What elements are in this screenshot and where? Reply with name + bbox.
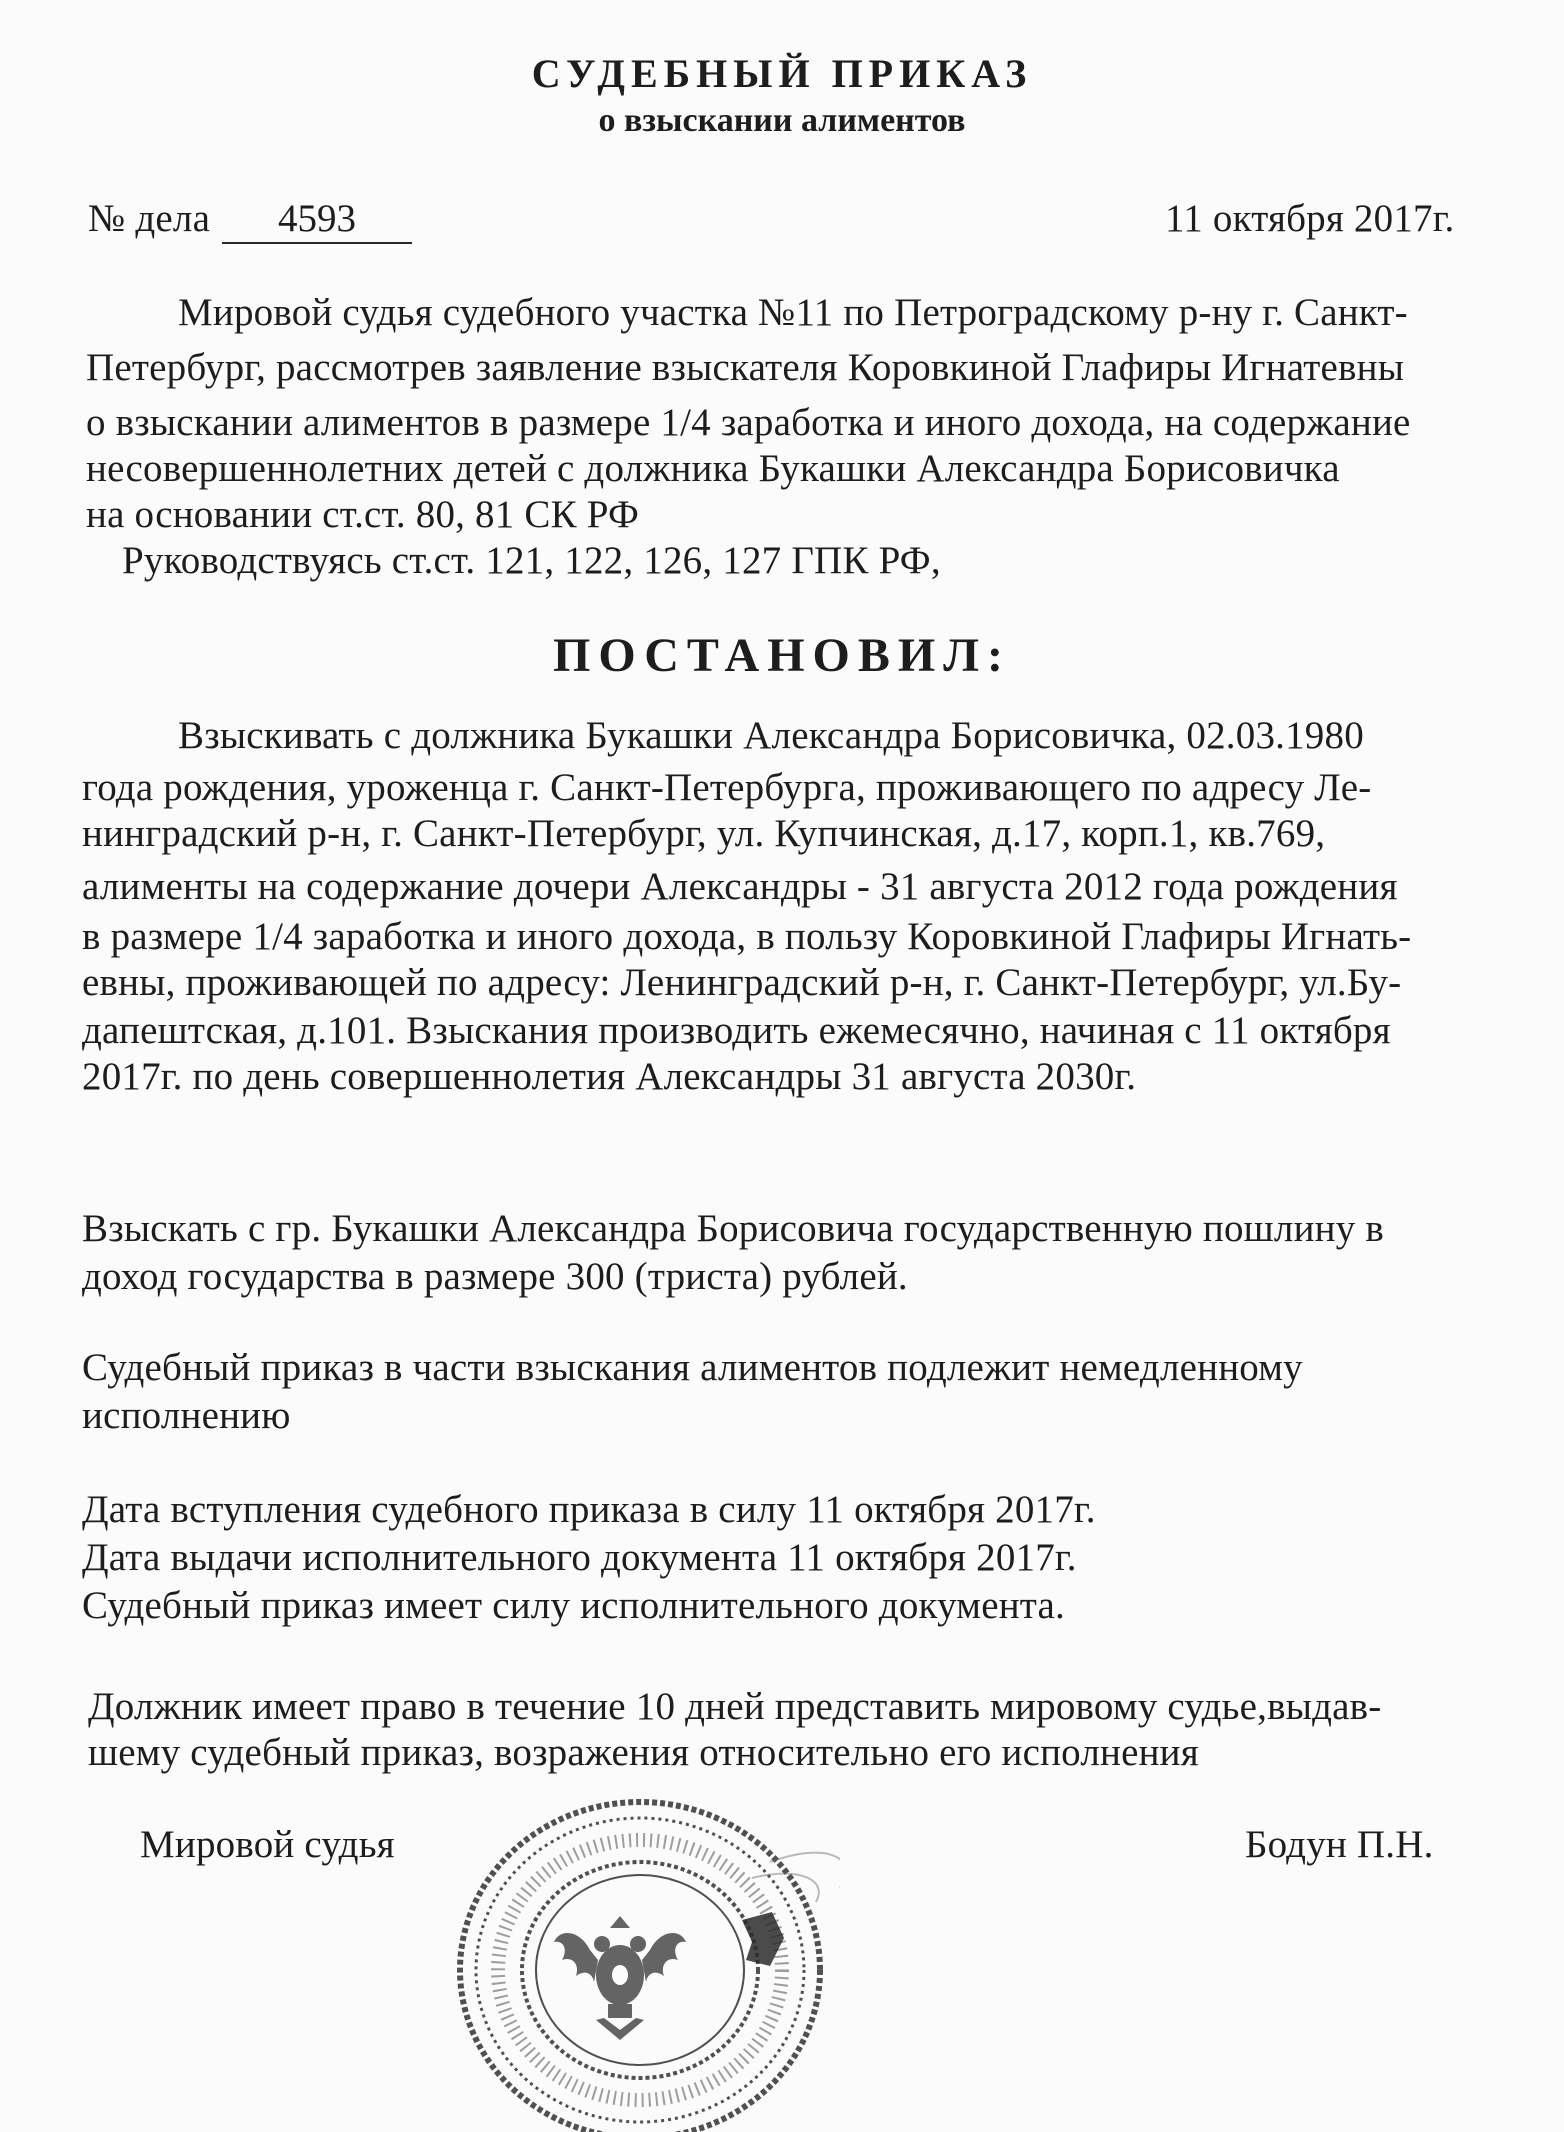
signer-name: Бодун П.Н. bbox=[1245, 1823, 1434, 1866]
intro-line: о взыскании алиментов в размере 1/4 заработка и иного дохода, на содержание bbox=[86, 401, 1411, 444]
fee-line: Взыскать с гр. Букашки Александра Борисовича государственную пошлину в bbox=[82, 1207, 1384, 1250]
decree-line: в размере 1/4 заработка и иного дохода, в пользу Коровкиной Глафиры Игнать- bbox=[82, 915, 1412, 958]
decree-line: года рождения, уроженца г. Санкт-Петербурга, проживающего по адресу Ле- bbox=[82, 766, 1372, 809]
decree-line: 2017г. по день совершеннолетия Александры 31 августа 2030г. bbox=[82, 1055, 1137, 1098]
document-title: СУДЕБНЫЙ ПРИКАЗ bbox=[531, 51, 1033, 96]
intro-line: Руководствуясь ст.ст. 121, 122, 126, 127 ГПК РФ, bbox=[122, 539, 941, 582]
decree-line: нинградский р-н, г. Санкт-Петербург, ул. Купчинская, д.17, корп.1, кв.769, bbox=[82, 812, 1326, 855]
decree-line: алименты на содержание дочери Александры - 31 августа 2012 года рождения bbox=[82, 865, 1398, 908]
execution-line: Судебный приказ в части взыскания алиментов подлежит немедленному bbox=[82, 1346, 1303, 1389]
document-subtitle: о взыскании алиментов bbox=[598, 102, 966, 139]
intro-line: на основании ст.ст. 80, 81 СК РФ bbox=[86, 493, 640, 536]
rights-line: шему судебный приказ, возражения относительно его исполнения bbox=[88, 1731, 1199, 1774]
fee-line: доход государства в размере 300 (триста) рублей. bbox=[82, 1255, 908, 1298]
signature-label: Мировой судья bbox=[140, 1823, 395, 1866]
execution-line: исполнению bbox=[82, 1394, 291, 1437]
rights-line: Должник имеет право в течение 10 дней представить мировому судье,выдав- bbox=[88, 1685, 1382, 1728]
intro-line: Петербург, рассмотрев заявление взыскателя Коровкиной Глафиры Игнатевны bbox=[86, 346, 1405, 389]
intro-line: Мировой судья судебного участка №11 по Петроградскому р-ну г. Санкт- bbox=[178, 291, 1408, 334]
intro-line: несовершеннолетних детей с должника Букашки Александра Борисовичка bbox=[86, 447, 1340, 490]
decree-heading: ПОСТАНОВИЛ: bbox=[553, 629, 1011, 682]
executive-force-line: Судебный приказ имеет силу исполнительного документа. bbox=[82, 1584, 1065, 1627]
court-seal-icon bbox=[440, 1770, 840, 2132]
effective-date-line: Дата вступления судебного приказа в силу 11 октября 2017г. bbox=[82, 1488, 1096, 1531]
case-number-label: № дела bbox=[88, 197, 211, 240]
decree-line: Взыскивать с должника Букашки Александра Борисовичка, 02.03.1980 bbox=[178, 714, 1364, 757]
decree-line: дапештская, д.101. Взыскания производить ежемесячно, начиная с 11 октября bbox=[82, 1009, 1391, 1052]
case-number-value: 4593 bbox=[222, 196, 412, 244]
order-date: 11 октября 2017г. bbox=[1165, 197, 1455, 240]
issue-date-line: Дата выдачи исполнительного документа 11 октября 2017г. bbox=[82, 1536, 1077, 1579]
decree-line: евны, проживающей по адресу: Ленинградский р-н, г. Санкт-Петербург, ул.Бу- bbox=[82, 961, 1402, 1004]
